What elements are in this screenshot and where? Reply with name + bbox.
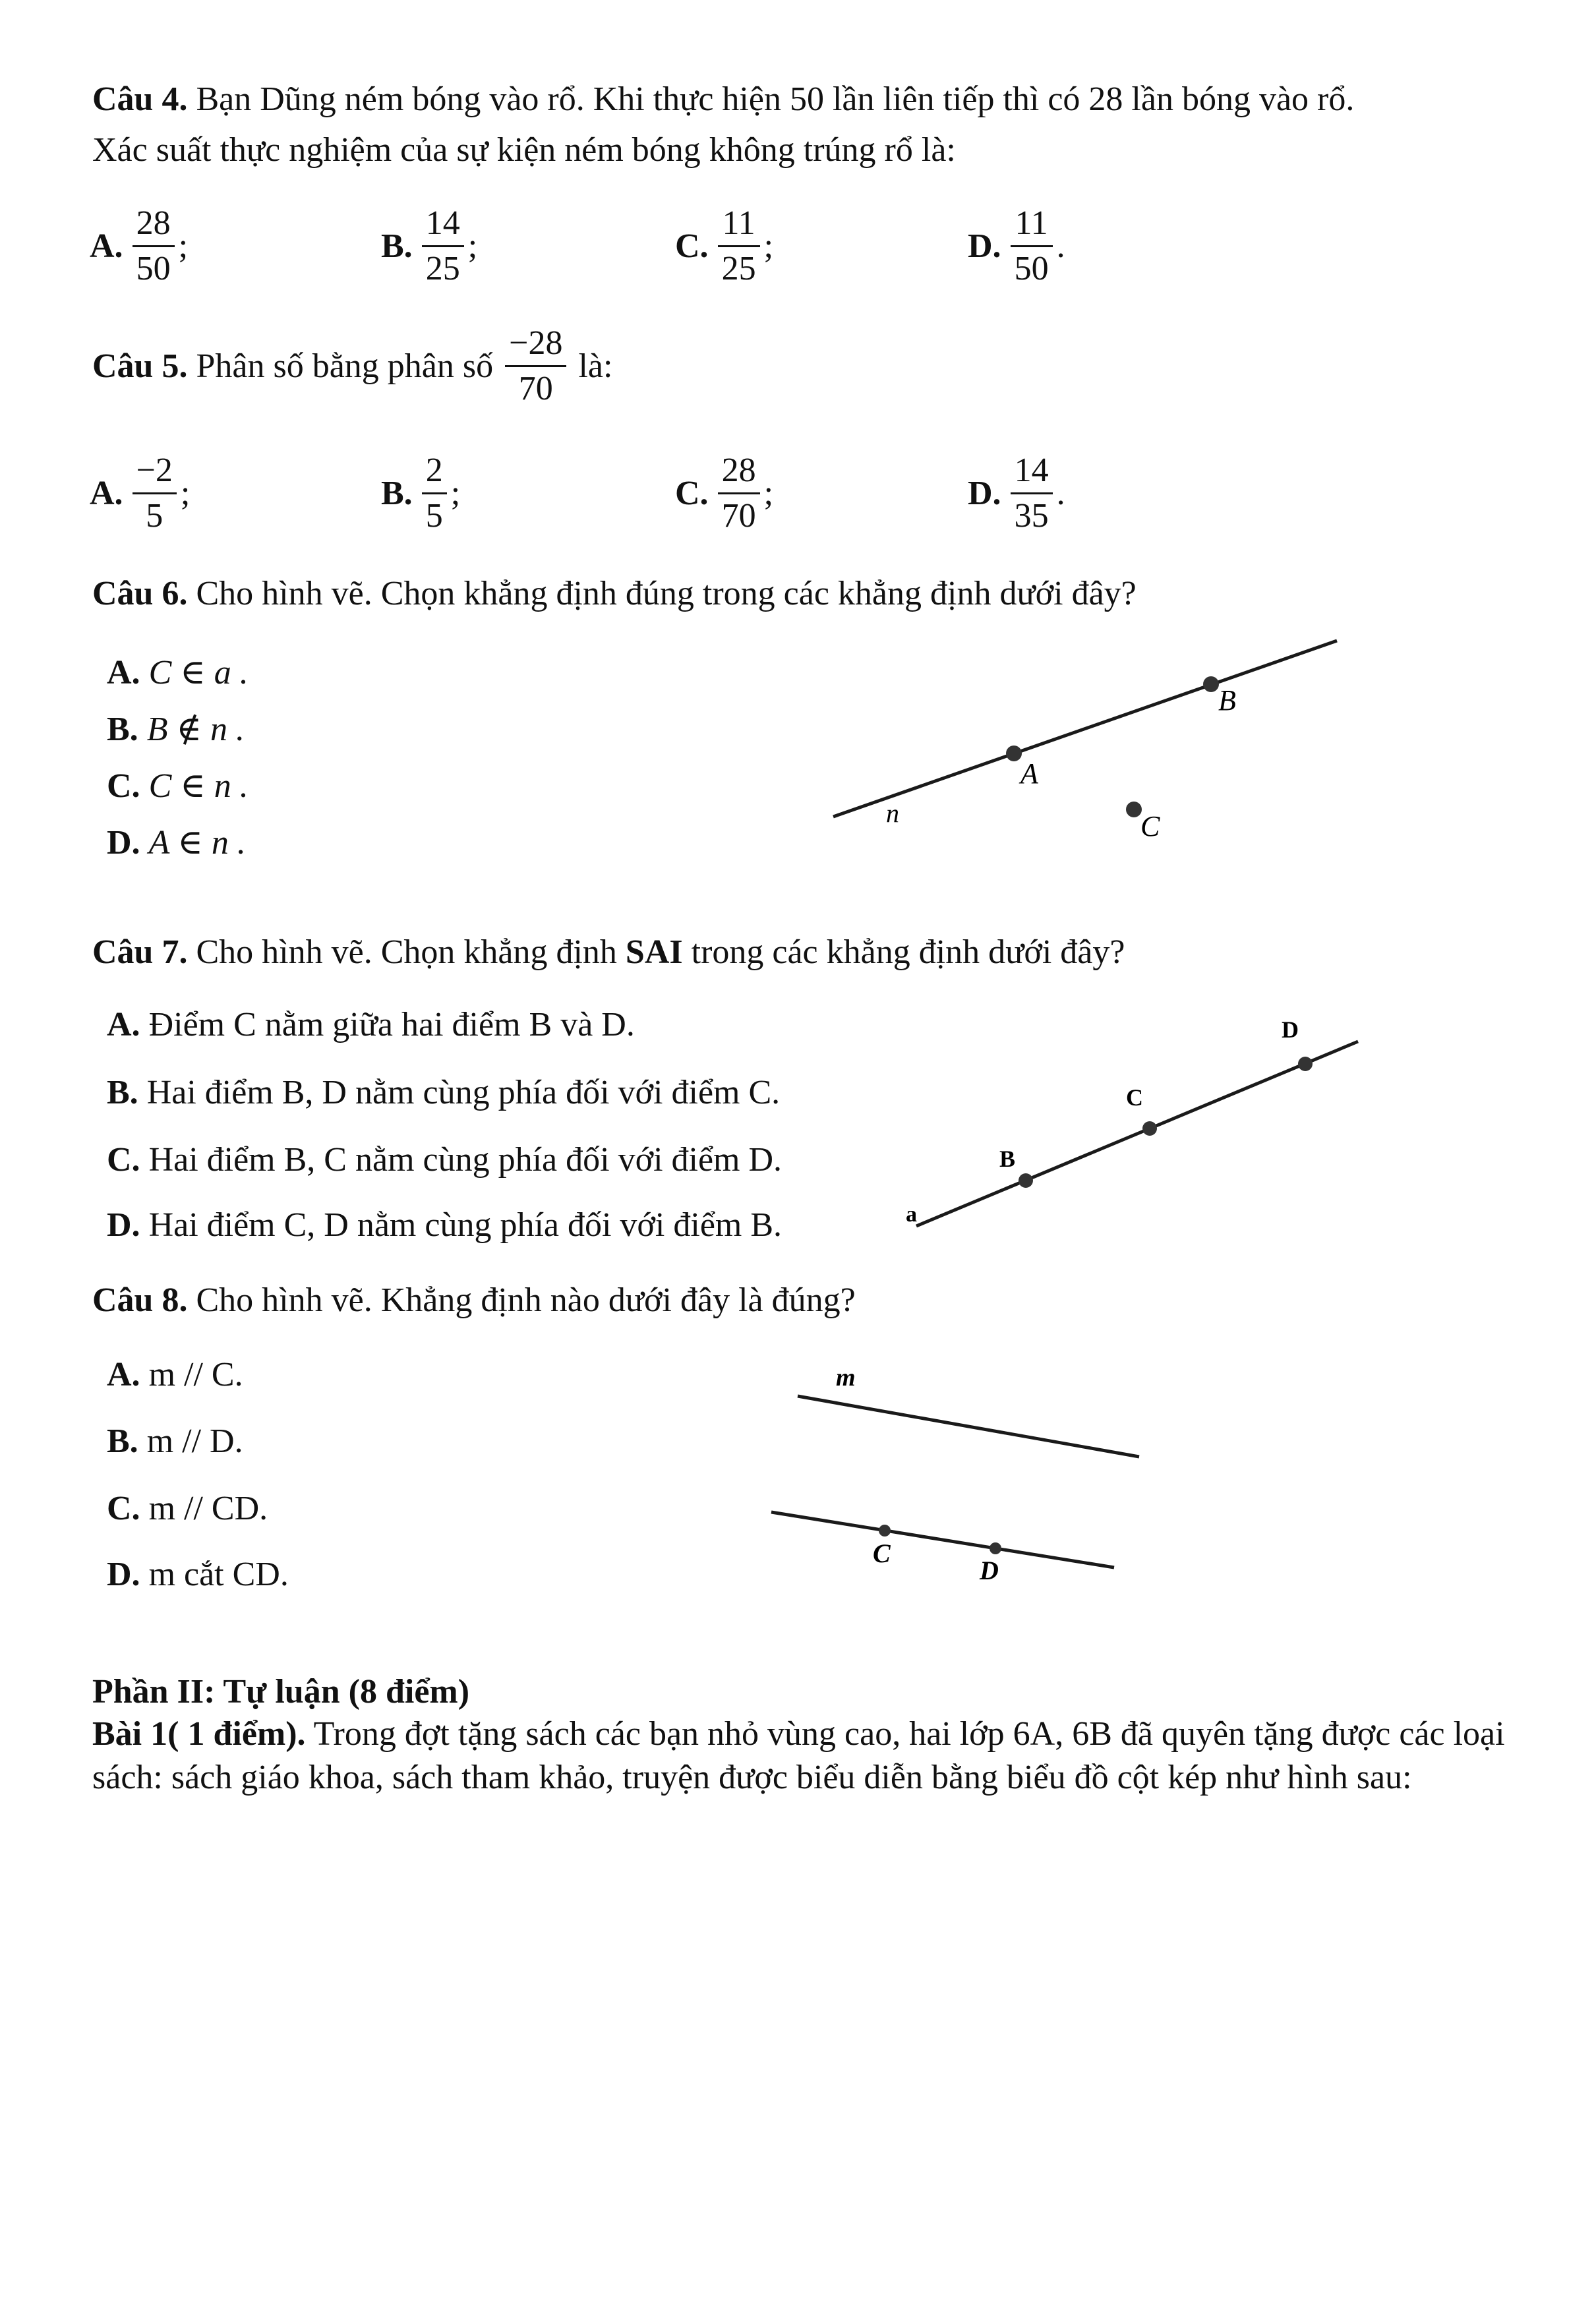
q5-label: Câu 5. [92,347,188,385]
q5-option-a[interactable] [90,452,190,535]
q4-option-b-fraction [422,204,464,288]
q5-option-d-num: 14 [1011,452,1053,494]
q5-option-d-end: . [1056,475,1065,512]
q5-option-b-end: ; [450,475,461,512]
q6-option-b-label: B. [107,711,138,748]
q8-line-cd [771,1512,1114,1567]
q5-option-b-num: 2 [422,452,447,494]
q6-option-a-label: A. [107,654,140,691]
q4-option-c-end: ; [763,227,774,265]
q4-option-c-num: 11 [718,204,760,247]
q5-fraction [505,324,566,408]
q4-option-d-end: . [1056,227,1065,265]
q6-option-c-text: C ∈ n . [148,767,249,805]
q8-option-c-text: m // CD. [148,1490,268,1527]
q7-option-a-text: Điểm C nằm giữa hai điểm B và D. [148,1006,635,1043]
q5-option-a-num: −2 [133,452,177,494]
q5-option-c[interactable] [675,452,773,535]
q6-figure [817,633,1345,857]
q7-point-c [1142,1121,1157,1136]
q5-option-b[interactable] [381,452,460,535]
q4-option-a-label: A. [90,227,123,265]
q7-text-before: Cho hình vẽ. Chọn khẳng định [196,933,617,971]
q5-option-c-end: ; [763,475,774,512]
q6-option-d-label: D. [107,824,140,862]
q4-option-c-label: C. [675,227,709,265]
bai1-text: Trong đợt tặng sách các bạn nhỏ vùng cao, hai lớp 6A, 6B đã quyên tặng được các loại sách: sách giáo khoa, sách tham khảo, truyện được biểu diễn bằng biểu đồ cột kép như hình sau: [92,1715,1505,1796]
q8-option-d-text: m cắt CD. [148,1556,289,1593]
q4-option-a[interactable] [90,204,188,288]
q6-question [92,572,1137,616]
q4-text1: Bạn Dũng ném bóng vào rổ. Khi thực hiện 50 lần liên tiếp thì có 28 lần bóng vào rổ. [196,80,1355,118]
q7-option-a-label: A. [107,1006,140,1043]
q8-option-a[interactable] [107,1353,243,1397]
q5-option-d-fraction [1011,452,1053,535]
q4-option-d-num: 11 [1011,204,1053,247]
q7-line-a [916,1041,1358,1226]
q5-option-d[interactable] [968,452,1065,535]
q7-option-c[interactable] [107,1138,782,1182]
q5-option-a-den: 5 [146,497,163,535]
q7-option-b-text: Hai điểm B, D nằm cùng phía đối với điểm C. [146,1074,781,1111]
q6-label-b: B [1218,684,1236,717]
q4-option-c-fraction [718,204,760,288]
q8-question [92,1279,856,1322]
q4-line1 [92,78,1354,121]
q8-option-b-label: B. [107,1422,138,1460]
part2-title [92,1672,469,1713]
q8-option-d[interactable] [107,1553,289,1596]
q4-option-b-end: ; [467,227,478,265]
q7-option-b-label: B. [107,1074,138,1111]
q7-label-b: B [999,1146,1016,1172]
q5-option-b-fraction [422,452,447,535]
part2-title-text: Phần II: Tự luận (8 điểm) [92,1673,470,1711]
q6-text: Cho hình vẽ. Chọn khẳng định đúng trong các khẳng định dưới đây? [196,575,1137,612]
q7-point-d [1298,1057,1313,1071]
q5-option-d-den: 35 [1014,497,1049,535]
q6-option-c-label: C. [107,767,140,805]
q8-line-m [798,1396,1139,1457]
q4-option-b-den: 25 [425,250,460,287]
q8-label-m: m [836,1364,856,1391]
q7-label-a: a [906,1202,917,1227]
q4-options [0,204,1596,303]
q6-point-c [1126,802,1142,817]
q7-text-bold: SAI [625,933,683,971]
q4-option-d-label: D. [968,227,1001,265]
q6-option-b-text: B ∉ n . [146,711,245,748]
q5-option-a-label: A. [90,475,123,512]
q6-label-c: C [1140,810,1160,842]
q5-fraction-num: −28 [505,324,566,367]
q7-option-d-text: Hai điểm C, D nằm cùng phía đối với điểm B. [148,1206,783,1244]
q7-option-d-label: D. [107,1206,140,1244]
q5-fraction-den: 70 [518,370,553,407]
q8-figure [758,1358,1154,1595]
q7-question [92,931,1125,974]
q4-option-b[interactable] [381,204,477,288]
q7-point-b [1019,1173,1033,1188]
q7-option-d[interactable] [107,1204,782,1247]
q5-option-c-fraction [718,452,760,535]
q4-option-a-fraction [133,204,175,288]
q5-option-d-label: D. [968,475,1001,512]
q5-text-after: là: [578,347,613,385]
q5-question [92,324,612,408]
q4-option-d-fraction [1011,204,1053,288]
q4-option-a-num: 28 [133,204,175,247]
q4-option-b-label: B. [381,227,413,265]
q6-line-n [833,641,1337,817]
q6-option-c[interactable] [107,765,249,808]
q5-options [0,452,1596,550]
q6-option-d[interactable] [107,821,246,865]
q8-option-b-text: m // D. [146,1422,243,1460]
q5-option-c-den: 70 [721,497,756,535]
q7-label: Câu 7. [92,933,188,971]
q7-option-b[interactable] [107,1071,780,1115]
q4-label: Câu 4. [92,80,188,118]
q4-option-a-den: 50 [136,250,171,287]
q4-option-c-den: 25 [721,250,756,287]
q5-option-c-num: 28 [718,452,760,494]
q6-option-d-text: A ∈ n . [148,824,246,862]
q7-label-d: D [1282,1016,1299,1043]
q6-option-a-text: C ∈ a . [148,654,249,691]
q5-option-a-end: ; [180,475,191,512]
q7-option-c-text: Hai điểm B, C nằm cùng phía đối với điểm D. [148,1141,783,1179]
part2-bai1 [92,1713,1543,1800]
q4-text2: Xác suất thực nghiệm của sự kiện ném bóng không trúng rổ là: [92,131,956,169]
q7-option-a[interactable] [107,1003,635,1047]
q4-option-a-end: ; [178,227,189,265]
q8-option-a-label: A. [107,1356,140,1393]
q6-point-a [1006,746,1022,761]
q4-option-d-den: 50 [1014,250,1049,287]
q8-point-d [990,1542,1001,1554]
q6-label-a: A [1020,757,1038,790]
q4-line2 [92,129,956,172]
q8-option-c[interactable] [107,1487,268,1531]
q6-option-a[interactable] [107,651,249,695]
q8-point-c [879,1525,891,1537]
q5-option-b-label: B. [381,475,413,512]
q6-label-n: n [886,798,899,828]
q7-option-c-label: C. [107,1141,140,1179]
q8-option-c-label: C. [107,1490,140,1527]
q4-option-c[interactable] [675,204,773,288]
bai1-label: Bài 1( 1 điểm). [92,1715,306,1753]
q6-label: Câu 6. [92,575,188,612]
q7-label-c: C [1126,1084,1143,1111]
q6-point-b [1203,676,1219,692]
q4-option-b-num: 14 [422,204,464,247]
q8-option-b[interactable] [107,1420,243,1463]
q7-figure [897,1009,1371,1246]
q6-option-b[interactable] [107,708,245,751]
q4-option-d[interactable] [968,204,1065,288]
q8-text: Cho hình vẽ. Khẳng định nào dưới đây là đúng? [196,1281,856,1319]
q8-label-d: D [980,1556,999,1585]
q8-label-c: C [873,1538,891,1568]
q5-option-a-fraction [133,452,177,535]
q5-option-b-den: 5 [425,497,443,535]
q5-text-before: Phân số bằng phân số [196,347,494,385]
q5-option-c-label: C. [675,475,709,512]
q7-text-after: trong các khẳng định dưới đây? [691,933,1125,971]
q8-option-d-label: D. [107,1556,140,1593]
q8-label: Câu 8. [92,1281,188,1319]
q8-option-a-text: m // C. [148,1356,243,1393]
